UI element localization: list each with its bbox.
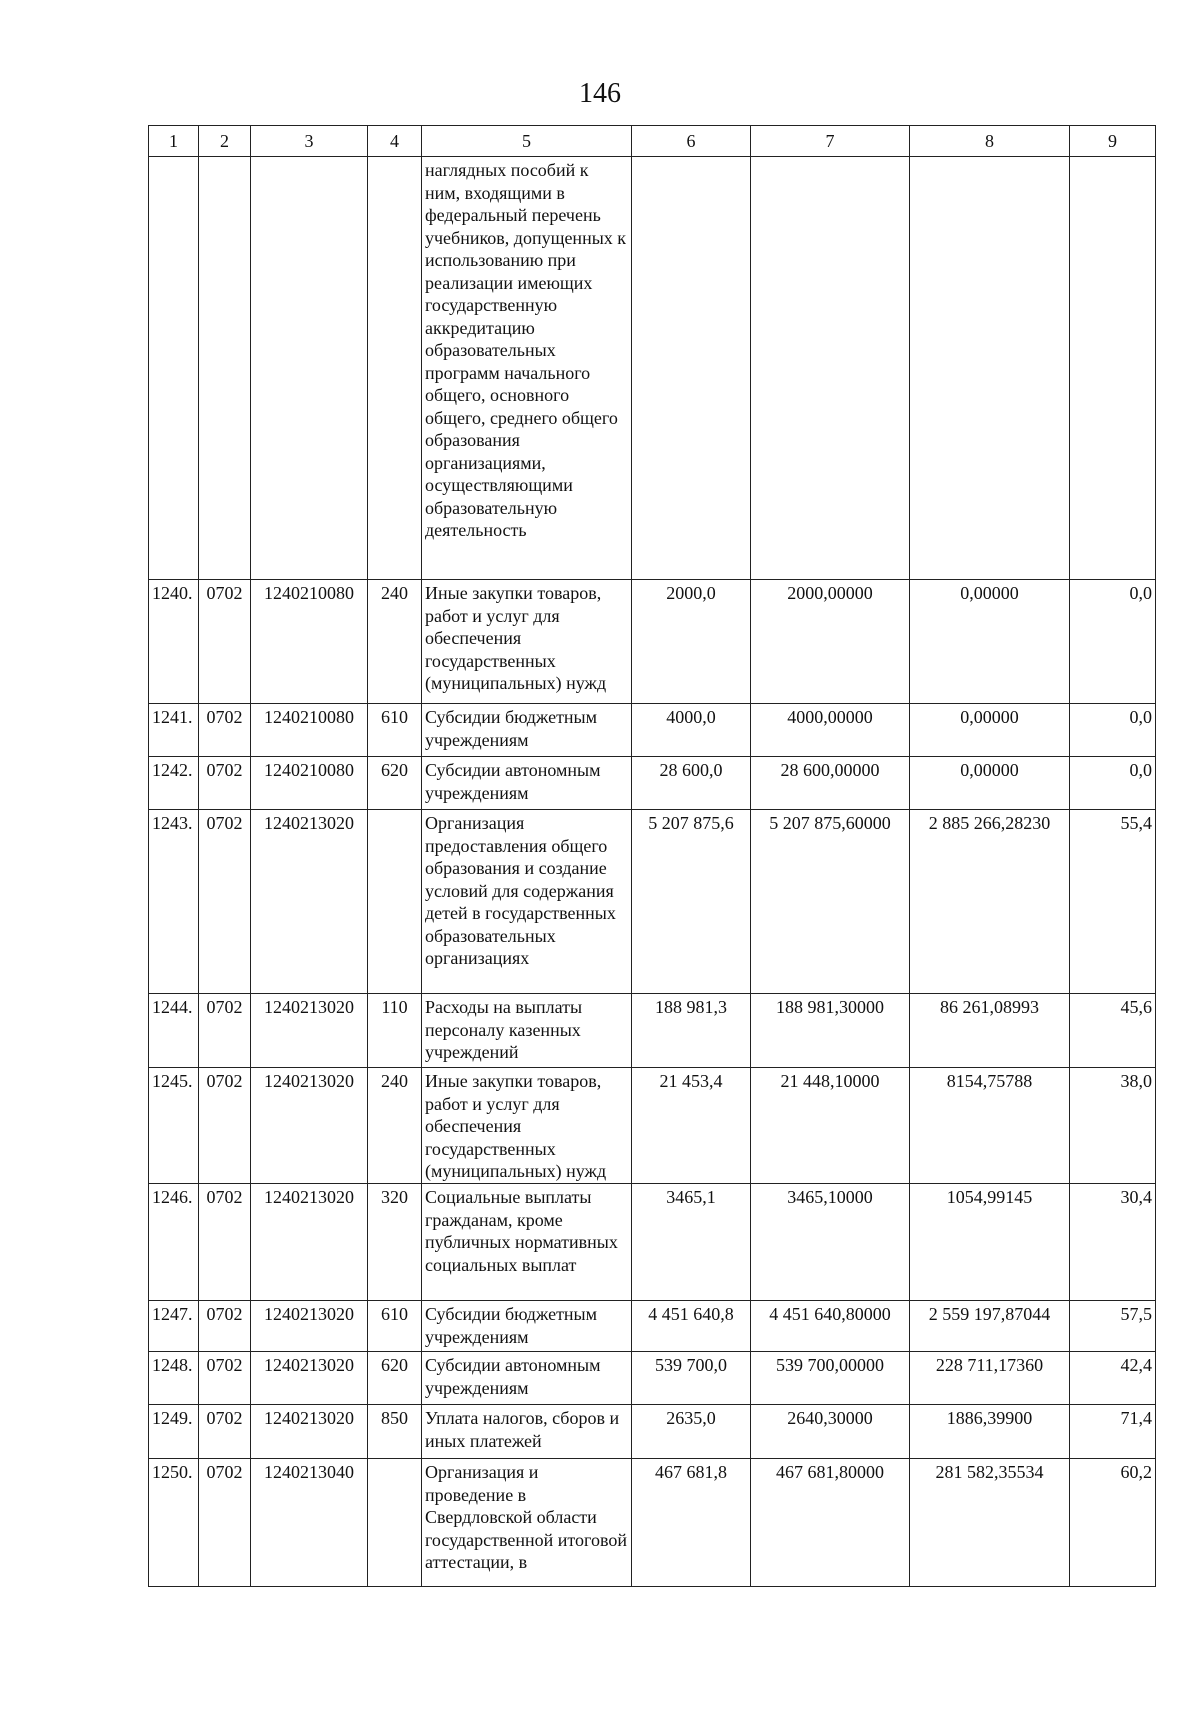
target-article-code <box>251 157 368 580</box>
table-row <box>149 580 1156 704</box>
col-header: 5 <box>422 126 632 157</box>
execution-percent: 0,0 <box>1070 704 1156 757</box>
row-description: Расходы на выплаты персоналу казенных учреждений <box>422 994 632 1068</box>
col-header: 4 <box>368 126 422 157</box>
table-row <box>149 1352 1156 1405</box>
budget-allocation: 4000,00000 <box>751 704 910 757</box>
table-row <box>149 704 1156 757</box>
row-description: Иные закупки товаров, работ и услуг для обеспечения государственных (муниципальных) нужд <box>422 1068 632 1184</box>
table-row <box>149 1068 1156 1184</box>
execution-percent: 45,6 <box>1070 994 1156 1068</box>
execution-percent: 57,5 <box>1070 1301 1156 1352</box>
budget-allocation: 188 981,30000 <box>751 994 910 1068</box>
section-code: 0702 <box>199 1352 251 1405</box>
col-header: 1 <box>149 126 199 157</box>
executed-amount: 281 582,35534 <box>910 1459 1070 1587</box>
col-header: 3 <box>251 126 368 157</box>
target-article-code: 1240210080 <box>251 704 368 757</box>
row-description: Организация и проведение в Свердловской области государственной итоговой аттестации, в <box>422 1459 632 1587</box>
section-code: 0702 <box>199 580 251 704</box>
executed-amount: 0,00000 <box>910 757 1070 810</box>
row-number <box>149 157 199 580</box>
table-row <box>149 757 1156 810</box>
approved-amount: 5 207 875,6 <box>632 810 751 994</box>
table-row <box>149 994 1156 1068</box>
col-header: 9 <box>1070 126 1156 157</box>
budget-allocation: 21 448,10000 <box>751 1068 910 1184</box>
approved-amount: 28 600,0 <box>632 757 751 810</box>
target-article-code: 1240210080 <box>251 757 368 810</box>
target-article-code: 1240213020 <box>251 810 368 994</box>
page-number: 146 <box>579 78 621 109</box>
expense-type-code: 610 <box>368 704 422 757</box>
executed-amount: 2 559 197,87044 <box>910 1301 1070 1352</box>
executed-amount: 2 885 266,28230 <box>910 810 1070 994</box>
header-row <box>149 126 1156 157</box>
executed-amount: 8154,75788 <box>910 1068 1070 1184</box>
executed-amount: 0,00000 <box>910 580 1070 704</box>
target-article-code: 1240213020 <box>251 1068 368 1184</box>
target-article-code: 1240213020 <box>251 1184 368 1301</box>
budget-allocation: 467 681,80000 <box>751 1459 910 1587</box>
execution-percent: 55,4 <box>1070 810 1156 994</box>
table-row <box>149 1301 1156 1352</box>
row-number: 1248. <box>149 1352 199 1405</box>
row-number: 1240. <box>149 580 199 704</box>
execution-percent: 30,4 <box>1070 1184 1156 1301</box>
executed-amount: 0,00000 <box>910 704 1070 757</box>
row-number: 1241. <box>149 704 199 757</box>
section-code: 0702 <box>199 704 251 757</box>
section-code: 0702 <box>199 1405 251 1459</box>
section-code <box>199 157 251 580</box>
budget-allocation: 4 451 640,80000 <box>751 1301 910 1352</box>
approved-amount: 4000,0 <box>632 704 751 757</box>
col-header: 8 <box>910 126 1070 157</box>
execution-percent <box>1070 157 1156 580</box>
row-number: 1243. <box>149 810 199 994</box>
table-row <box>149 157 1156 580</box>
row-description: Субсидии бюджетным учреждениям <box>422 704 632 757</box>
budget-allocation <box>751 157 910 580</box>
target-article-code: 1240213020 <box>251 1352 368 1405</box>
row-number: 1245. <box>149 1068 199 1184</box>
executed-amount: 228 711,17360 <box>910 1352 1070 1405</box>
table-row <box>149 1459 1156 1587</box>
approved-amount: 539 700,0 <box>632 1352 751 1405</box>
target-article-code: 1240213020 <box>251 1405 368 1459</box>
budget-allocation: 539 700,00000 <box>751 1352 910 1405</box>
row-description: Организация предоставления общего образования и создание условий для содержания детей в государственных образовательных организациях <box>422 810 632 994</box>
target-article-code: 1240213040 <box>251 1459 368 1587</box>
expense-type-code: 620 <box>368 1352 422 1405</box>
row-number: 1249. <box>149 1405 199 1459</box>
executed-amount <box>910 157 1070 580</box>
execution-percent: 71,4 <box>1070 1405 1156 1459</box>
expense-type-code <box>368 810 422 994</box>
row-description: Субсидии автономным учреждениям <box>422 757 632 810</box>
expense-type-code: 610 <box>368 1301 422 1352</box>
execution-percent: 0,0 <box>1070 757 1156 810</box>
row-description: наглядных пособий к ним, входящими в федеральный перечень учебников, допущенных к использованию при реализации имеющих государственную аккредитацию образовательных программ начального общего, основного общего, среднего общего образования организациями, осуществляющими образовательную деятельность <box>422 157 632 580</box>
approved-amount: 2000,0 <box>632 580 751 704</box>
expense-type-code <box>368 1459 422 1587</box>
col-header: 2 <box>199 126 251 157</box>
budget-table <box>148 125 1156 1587</box>
section-code: 0702 <box>199 1068 251 1184</box>
budget-allocation: 2000,00000 <box>751 580 910 704</box>
expense-type-code: 620 <box>368 757 422 810</box>
expense-type-code: 320 <box>368 1184 422 1301</box>
execution-percent: 38,0 <box>1070 1068 1156 1184</box>
expense-type-code: 850 <box>368 1405 422 1459</box>
row-description: Субсидии бюджетным учреждениям <box>422 1301 632 1352</box>
approved-amount: 467 681,8 <box>632 1459 751 1587</box>
row-description: Уплата налогов, сборов и иных платежей <box>422 1405 632 1459</box>
approved-amount <box>632 157 751 580</box>
row-description: Социальные выплаты гражданам, кроме публичных нормативных социальных выплат <box>422 1184 632 1301</box>
section-code: 0702 <box>199 810 251 994</box>
col-header: 7 <box>751 126 910 157</box>
row-number: 1247. <box>149 1301 199 1352</box>
approved-amount: 188 981,3 <box>632 994 751 1068</box>
row-number: 1250. <box>149 1459 199 1587</box>
expense-type-code: 240 <box>368 1068 422 1184</box>
executed-amount: 86 261,08993 <box>910 994 1070 1068</box>
approved-amount: 21 453,4 <box>632 1068 751 1184</box>
row-number: 1244. <box>149 994 199 1068</box>
budget-allocation: 2640,30000 <box>751 1405 910 1459</box>
row-description: Иные закупки товаров, работ и услуг для обеспечения государственных (муниципальных) нужд <box>422 580 632 704</box>
executed-amount: 1054,99145 <box>910 1184 1070 1301</box>
budget-allocation: 5 207 875,60000 <box>751 810 910 994</box>
col-header: 6 <box>632 126 751 157</box>
budget-allocation: 28 600,00000 <box>751 757 910 810</box>
section-code: 0702 <box>199 757 251 810</box>
row-description: Субсидии автономным учреждениям <box>422 1352 632 1405</box>
target-article-code: 1240213020 <box>251 1301 368 1352</box>
section-code: 0702 <box>199 1184 251 1301</box>
expense-type-code <box>368 157 422 580</box>
table-row <box>149 1405 1156 1459</box>
table-row <box>149 1184 1156 1301</box>
execution-percent: 0,0 <box>1070 580 1156 704</box>
target-article-code: 1240213020 <box>251 994 368 1068</box>
execution-percent: 42,4 <box>1070 1352 1156 1405</box>
approved-amount: 4 451 640,8 <box>632 1301 751 1352</box>
executed-amount: 1886,39900 <box>910 1405 1070 1459</box>
execution-percent: 60,2 <box>1070 1459 1156 1587</box>
budget-allocation: 3465,10000 <box>751 1184 910 1301</box>
row-number: 1246. <box>149 1184 199 1301</box>
approved-amount: 2635,0 <box>632 1405 751 1459</box>
expense-type-code: 110 <box>368 994 422 1068</box>
target-article-code: 1240210080 <box>251 580 368 704</box>
table-row <box>149 810 1156 994</box>
section-code: 0702 <box>199 1459 251 1587</box>
section-code: 0702 <box>199 994 251 1068</box>
approved-amount: 3465,1 <box>632 1184 751 1301</box>
expense-type-code: 240 <box>368 580 422 704</box>
row-number: 1242. <box>149 757 199 810</box>
section-code: 0702 <box>199 1301 251 1352</box>
